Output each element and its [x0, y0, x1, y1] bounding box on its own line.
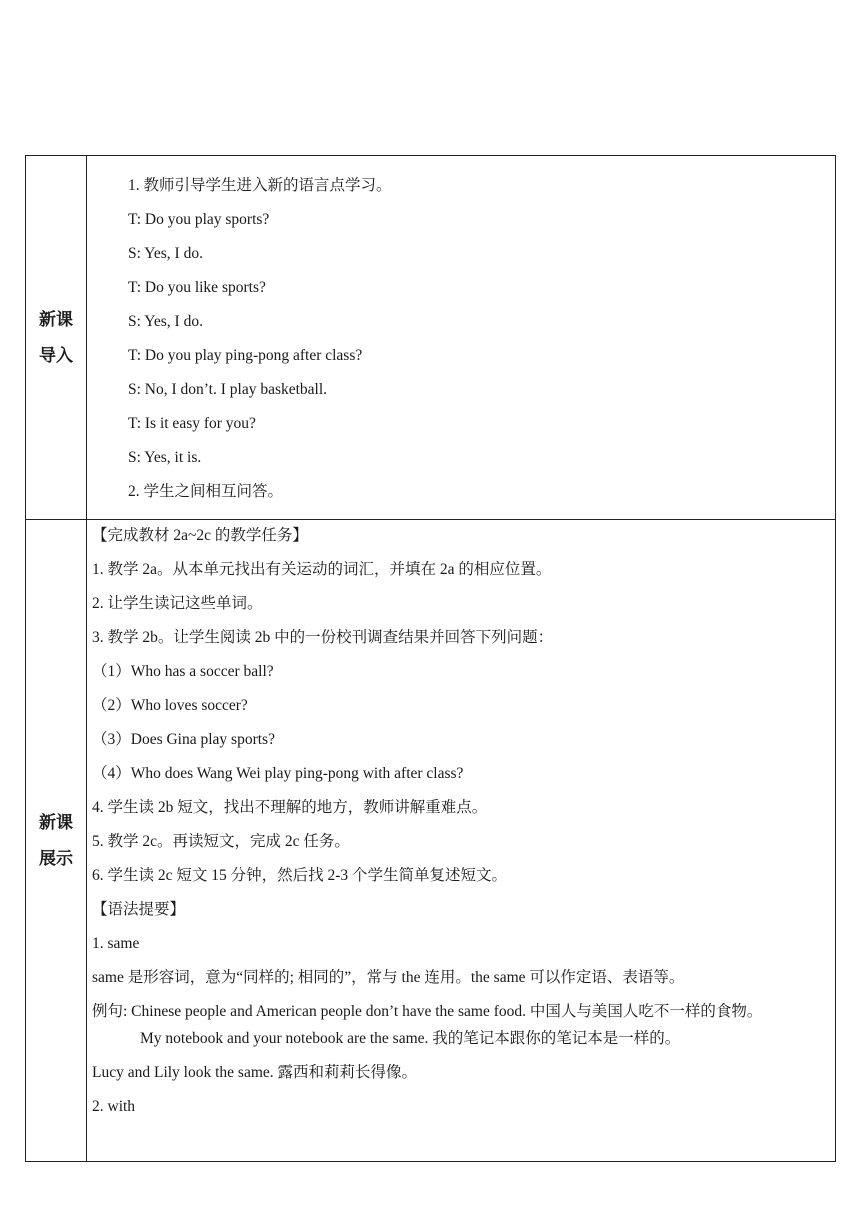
content-line: same 是形容词，意为“同样的; 相同的”，常与 the 连用。the same 可以作定语、表语等。 [92, 969, 685, 986]
content-line: S: Yes, it is. [128, 449, 202, 466]
section-label-line: 新课 [39, 309, 73, 330]
content-line: 2. with [92, 1098, 136, 1115]
content-line: 【完成教材 2a~2c 的教学任务】 [92, 527, 308, 544]
section-content-presentation [87, 520, 836, 1162]
section-label-line: 展示 [39, 848, 73, 869]
content-line: 5. 教学 2c。再读短文，完成 2c 任务。 [92, 833, 350, 850]
example-sentence: 例句: Chinese people and American people don’t have the same food. 中国人与美国人吃不一样的食物。 [92, 1003, 763, 1020]
content-line: （2）Who loves soccer? [92, 697, 248, 714]
content-line: T: Do you like sports? [128, 279, 266, 296]
section-label-presentation [26, 520, 87, 1162]
content-line: 【语法提要】 [92, 901, 186, 918]
content-line: T: Is it easy for you? [128, 415, 256, 432]
content-line: 2. 学生之间相互问答。 [128, 483, 284, 500]
section-label-line: 新课 [39, 812, 73, 833]
content-line: 1. 教师引导学生进入新的语言点学习。 [128, 177, 392, 194]
lesson-plan-table [25, 155, 836, 1162]
section-label-line: 导入 [39, 345, 73, 366]
content-line: 6. 学生读 2c 短文 15 分钟，然后找 2-3 个学生简单复述短文。 [92, 867, 508, 884]
content-line: 4. 学生读 2b 短文，找出不理解的地方，教师讲解重难点。 [92, 799, 488, 816]
content-line: （3）Does Gina play sports? [92, 731, 275, 748]
table-row [26, 520, 836, 1162]
content-line: （4）Who does Wang Wei play ping-pong with after class? [92, 765, 464, 782]
content-line: S: Yes, I do. [128, 245, 203, 262]
section-label-intro [26, 156, 87, 520]
example-sentence: Lucy and Lily look the same. 露西和莉莉长得像。 [92, 1064, 418, 1081]
content-line: S: No, I don’t. I play basketball. [128, 381, 328, 398]
content-line: 1. 教学 2a。从本单元找出有关运动的词汇，并填在 2a 的相应位置。 [92, 561, 552, 578]
content-line: T: Do you play sports? [128, 211, 270, 228]
content-line: T: Do you play ping-pong after class? [128, 347, 363, 364]
content-line: S: Yes, I do. [128, 313, 203, 330]
content-line: 3. 教学 2b。让学生阅读 2b 中的一份校刊调查结果并回答下列问题： [92, 629, 554, 646]
section-content-intro [87, 156, 836, 520]
table-row [26, 156, 836, 520]
example-sentence: My notebook and your notebook are the same. 我的笔记本跟你的笔记本是一样的。 [140, 1030, 681, 1047]
content-line: 1. same [92, 935, 140, 952]
content-line: （1）Who has a soccer ball? [92, 663, 274, 680]
content-line: 2. 让学生读记这些单词。 [92, 595, 263, 612]
